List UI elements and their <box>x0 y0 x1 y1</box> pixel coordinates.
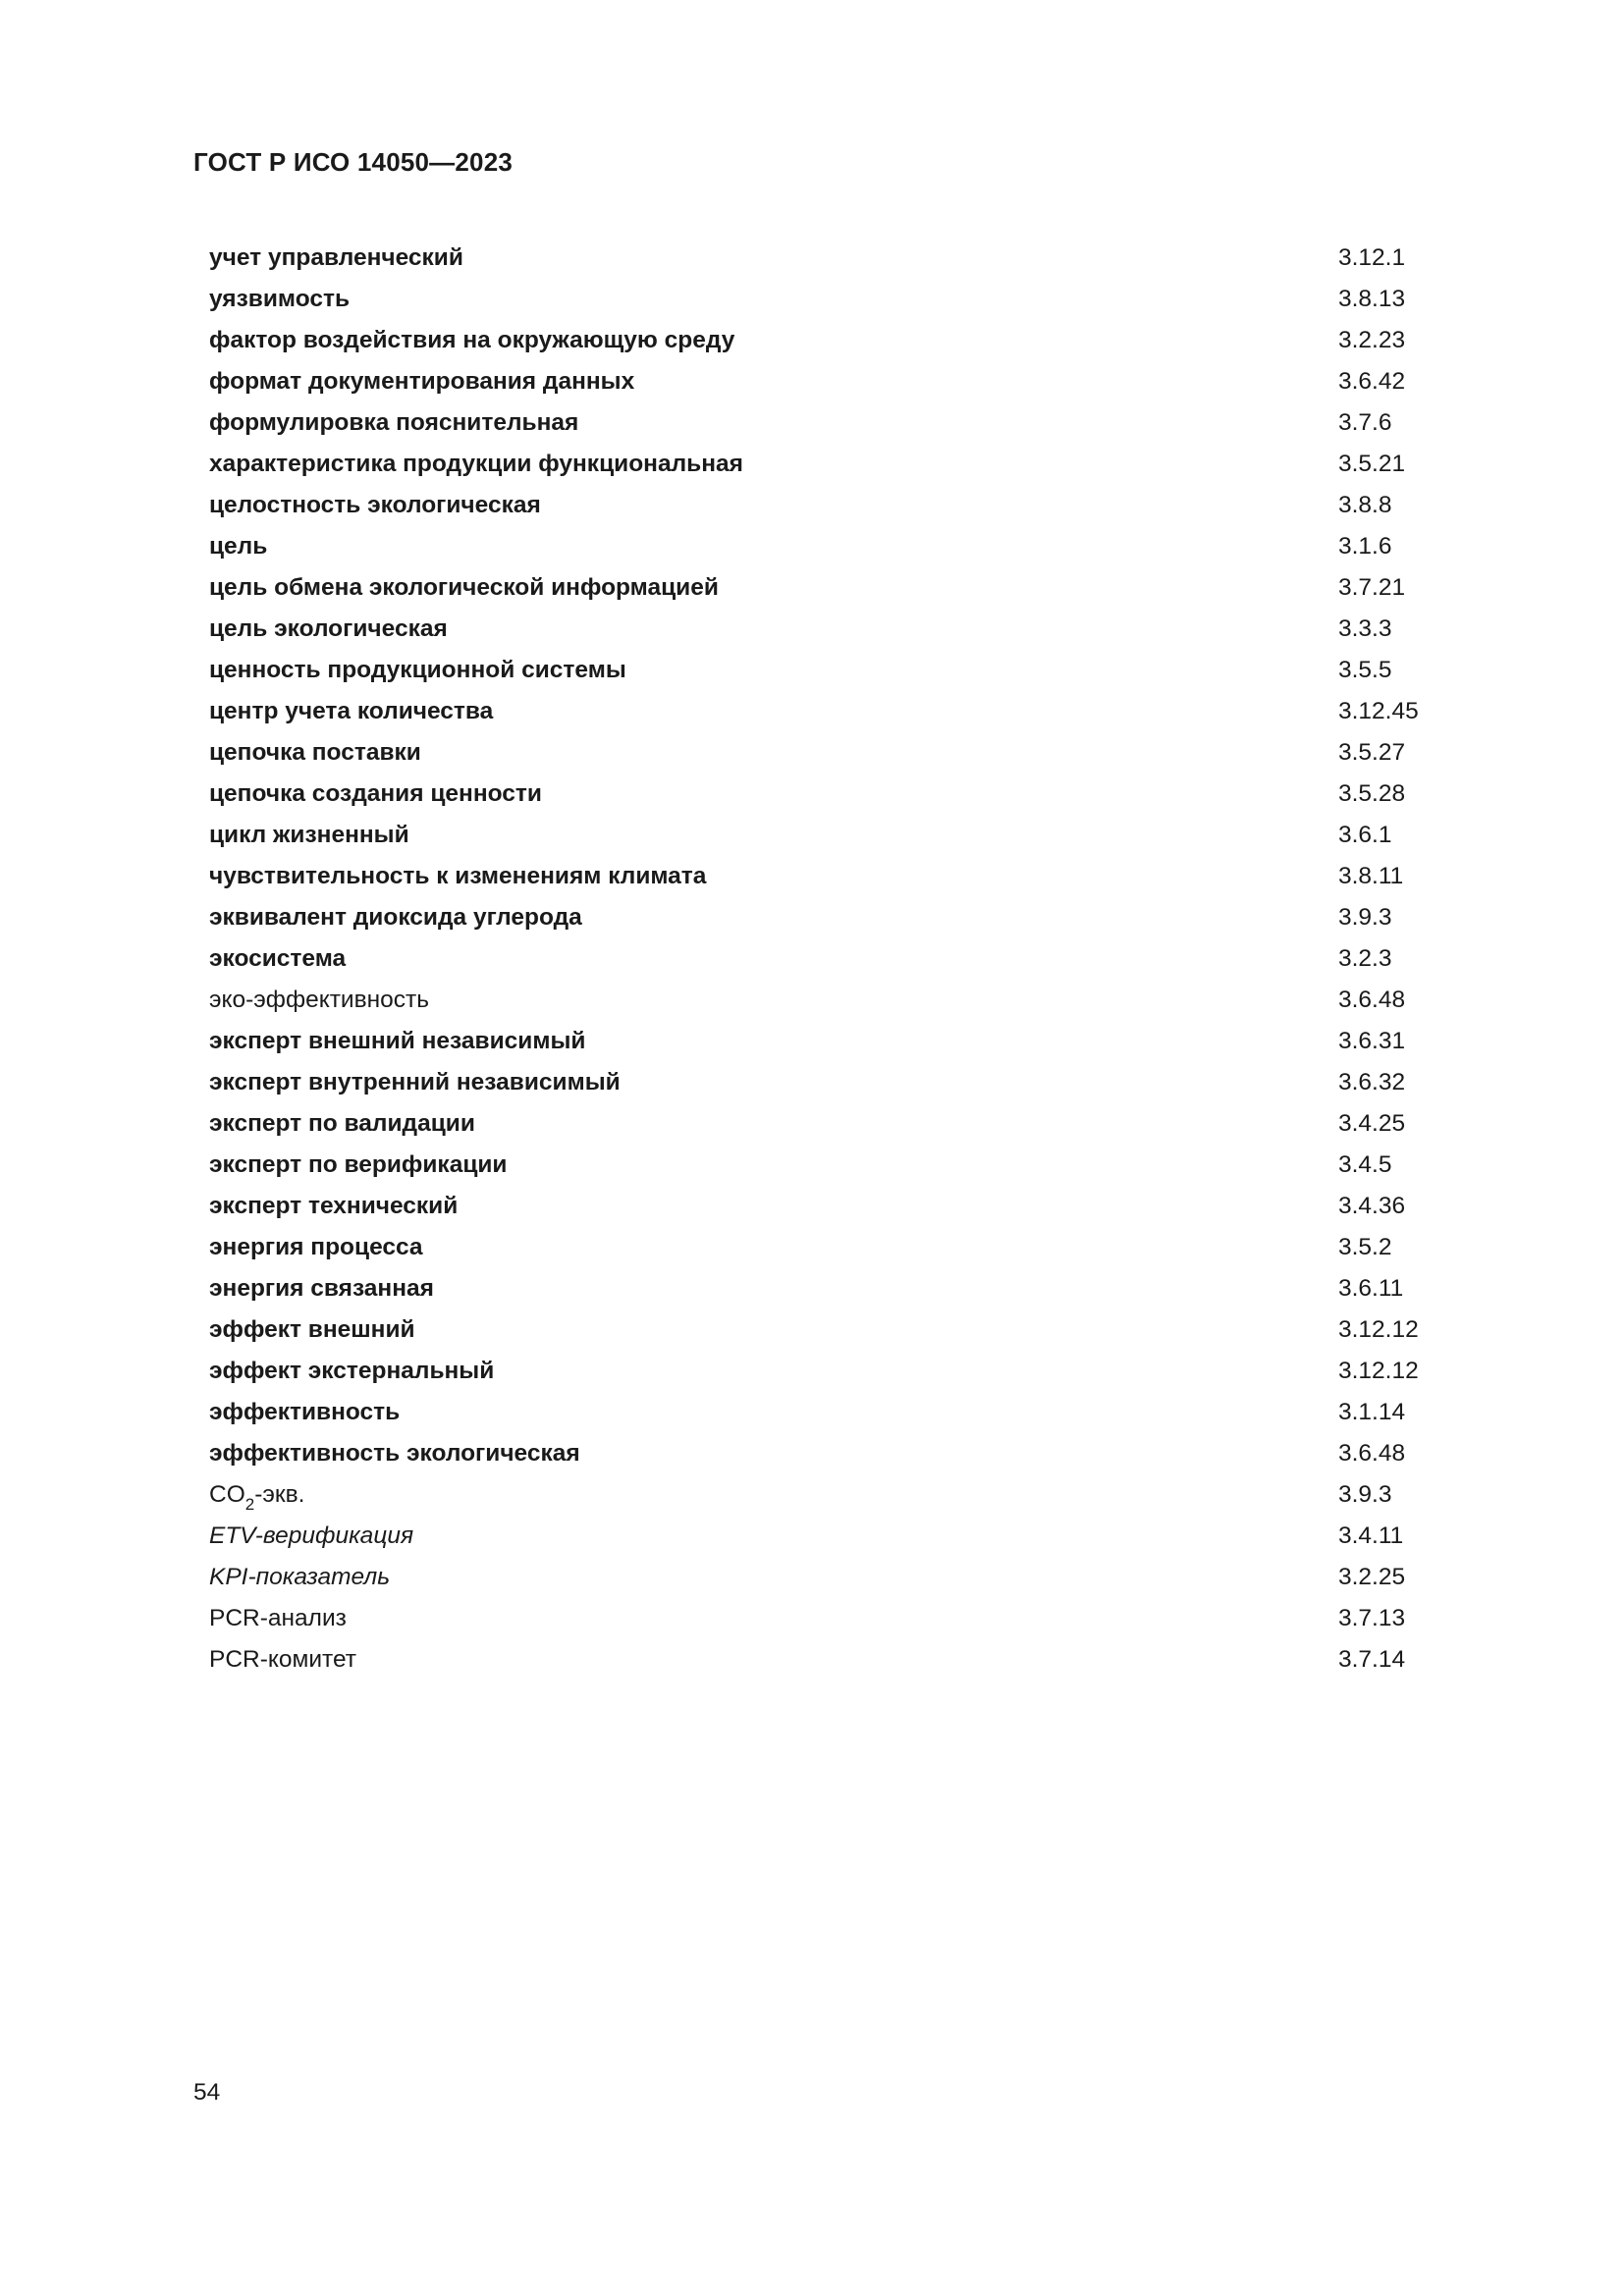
index-entry <box>209 279 1476 320</box>
index-ref: 3.12.45 <box>1338 698 1419 724</box>
alphabetical-index <box>209 238 1476 1681</box>
index-ref: 3.2.25 <box>1338 1564 1406 1590</box>
page-number: 54 <box>193 2079 221 2106</box>
index-ref: 3.7.13 <box>1338 1605 1406 1631</box>
index-ref: 3.5.5 <box>1338 657 1392 683</box>
index-entry <box>209 444 1476 485</box>
index-ref: 3.5.27 <box>1338 739 1406 766</box>
index-ref: 3.7.14 <box>1338 1646 1406 1673</box>
index-entry <box>209 1021 1476 1062</box>
index-term: эко-эффективность <box>209 987 430 1013</box>
index-ref: 3.8.13 <box>1338 286 1406 312</box>
index-term: эквивалент диоксида углерода <box>209 904 582 931</box>
index-term: целостность экологическая <box>209 492 541 518</box>
index-entry <box>209 361 1476 402</box>
index-entry <box>209 238 1476 279</box>
index-ref: 3.6.48 <box>1338 987 1406 1013</box>
index-entry <box>209 1392 1476 1433</box>
index-term: уязвимость <box>209 286 351 312</box>
index-term: энергия процесса <box>209 1234 423 1260</box>
index-entry <box>209 526 1476 567</box>
index-entry <box>209 609 1476 650</box>
index-term: эксперт по валидации <box>209 1110 475 1137</box>
index-entry <box>209 1186 1476 1227</box>
index-ref: 3.1.6 <box>1338 533 1392 560</box>
index-ref: 3.12.12 <box>1338 1316 1419 1343</box>
index-entry-co2 <box>209 1474 1476 1516</box>
index-term: цель <box>209 533 268 560</box>
index-ref: 3.6.31 <box>1338 1028 1406 1054</box>
index-entry <box>209 485 1476 526</box>
index-ref: 3.4.5 <box>1338 1151 1392 1178</box>
index-entry <box>209 938 1476 980</box>
index-term <box>209 1474 304 1516</box>
index-entry <box>209 897 1476 938</box>
index-entry <box>209 1516 1476 1557</box>
index-ref: 3.8.8 <box>1338 492 1392 518</box>
index-term: цепочка создания ценности <box>209 780 542 807</box>
index-entry <box>209 320 1476 361</box>
index-entry <box>209 1557 1476 1598</box>
index-entry <box>209 1103 1476 1145</box>
index-ref: 3.2.23 <box>1338 327 1406 353</box>
co2-suffix: -экв. <box>254 1481 305 1508</box>
index-term: учет управленческий <box>209 244 463 271</box>
index-entry <box>209 1351 1476 1392</box>
index-entry <box>209 980 1476 1021</box>
index-ref: 3.7.21 <box>1338 574 1406 601</box>
index-ref: 3.2.3 <box>1338 945 1392 972</box>
index-term: эффективность экологическая <box>209 1440 580 1467</box>
index-term: PCR-комитет <box>209 1646 357 1673</box>
index-ref: 3.7.6 <box>1338 409 1392 436</box>
index-term: эксперт по верификации <box>209 1151 508 1178</box>
index-entry <box>209 1433 1476 1474</box>
index-term: цель обмена экологической информацией <box>209 574 719 601</box>
index-entry <box>209 1145 1476 1186</box>
co2-prefix: CO <box>209 1481 245 1508</box>
index-entry <box>209 650 1476 691</box>
index-entry <box>209 856 1476 897</box>
index-entry <box>209 732 1476 774</box>
index-entry <box>209 567 1476 609</box>
index-ref: 3.4.36 <box>1338 1193 1406 1219</box>
index-term: PCR-анализ <box>209 1605 347 1631</box>
index-ref: 3.12.12 <box>1338 1358 1419 1384</box>
index-term: эксперт внешний независимый <box>209 1028 586 1054</box>
index-term: формулировка пояснительная <box>209 409 579 436</box>
index-term: формат документирования данных <box>209 368 635 395</box>
index-entry <box>209 774 1476 815</box>
index-ref: 3.1.14 <box>1338 1399 1406 1425</box>
index-term: центр учета количества <box>209 698 494 724</box>
index-ref: 3.5.2 <box>1338 1234 1392 1260</box>
index-ref: 3.4.25 <box>1338 1110 1406 1137</box>
index-term: ETV-верификация <box>209 1522 414 1549</box>
index-ref: 3.6.42 <box>1338 368 1406 395</box>
index-entry <box>209 1062 1476 1103</box>
index-ref: 3.3.3 <box>1338 615 1392 642</box>
index-term: цикл жизненный <box>209 822 409 848</box>
index-term: экосистема <box>209 945 347 972</box>
document-header: ГОСТ Р ИСО 14050—2023 <box>193 147 514 177</box>
index-ref: 3.12.1 <box>1338 244 1406 271</box>
index-ref: 3.6.32 <box>1338 1069 1406 1095</box>
index-term: энергия связанная <box>209 1275 434 1302</box>
index-entry <box>209 815 1476 856</box>
index-ref: 3.8.11 <box>1338 863 1404 889</box>
index-entry <box>209 1598 1476 1639</box>
index-term: чувствительность к изменениям климата <box>209 863 707 889</box>
index-term: ценность продукционной системы <box>209 657 626 683</box>
index-term: KPI-показатель <box>209 1564 391 1590</box>
index-ref: 3.5.28 <box>1338 780 1406 807</box>
index-ref: 3.6.48 <box>1338 1440 1406 1467</box>
index-entry <box>209 1639 1476 1681</box>
co2-subscript: 2 <box>244 1495 255 1514</box>
index-ref: 3.6.1 <box>1338 822 1392 848</box>
index-ref: 3.6.11 <box>1338 1275 1404 1302</box>
index-ref: 3.5.21 <box>1338 451 1406 477</box>
index-ref: 3.4.11 <box>1338 1522 1404 1549</box>
index-term: фактор воздействия на окружающую среду <box>209 327 735 353</box>
index-entry <box>209 691 1476 732</box>
index-entry <box>209 1268 1476 1309</box>
index-term: цель экологическая <box>209 615 448 642</box>
index-term: эксперт внутренний независимый <box>209 1069 621 1095</box>
index-entry <box>209 1309 1476 1351</box>
index-term: характеристика продукции функциональная <box>209 451 743 477</box>
index-term: эффективность <box>209 1399 401 1425</box>
index-term: эффект внешний <box>209 1316 415 1343</box>
index-ref: 3.9.3 <box>1338 1481 1392 1508</box>
index-entry <box>209 402 1476 444</box>
index-entry <box>209 1227 1476 1268</box>
index-term: эксперт технический <box>209 1193 459 1219</box>
index-term: цепочка поставки <box>209 739 421 766</box>
index-ref: 3.9.3 <box>1338 904 1392 931</box>
index-term: эффект экстернальный <box>209 1358 495 1384</box>
